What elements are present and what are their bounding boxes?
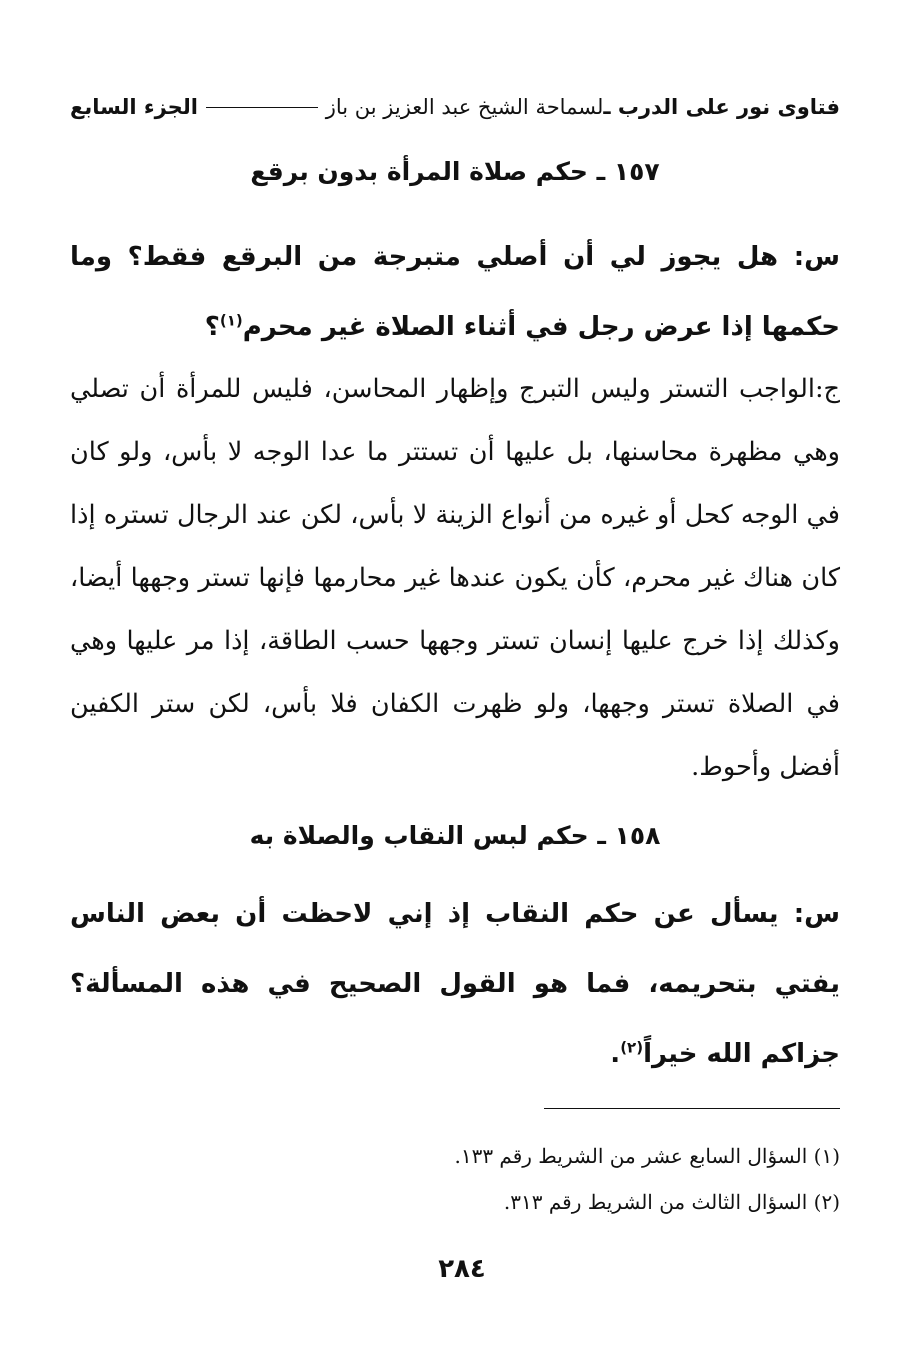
header-rule <box>206 107 318 108</box>
book-title: فتاوى نور على الدرب ـ <box>603 95 840 119</box>
question-lead: س: <box>793 899 840 929</box>
question-text: يسأل عن حكم النقاب إذ إني لاحظت أن بعض الناس يفتي بتحريمه، فما هو القول الصحيح في هذه المسألة؟ جزاكم الله خيراً <box>70 899 840 1069</box>
section-157-title: ١٥٧ ـ حكم صلاة المرأة بدون برقع <box>250 157 660 186</box>
section-157-question <box>70 222 840 362</box>
question-lead: س: <box>793 242 840 272</box>
running-header <box>70 92 840 122</box>
footnote-2: (٢) السؤال الثالث من الشريط رقم ٣١٣. <box>503 1190 840 1214</box>
footnotes <box>70 1133 840 1225</box>
answer-text: الواجب التستر وليس التبرج وإظهار المحاسن، فليس للمرأة أن تصلي وهي مظهرة محاسنها، بل عليها أن تستتر ما عدا الوجه لا بأس، ولو كان في الوجه كحل أو غيره من أنواع الزينة لا بأس، لكن عند الرجال تستره إذا كان هناك غير محرم، كأن يكون عندها غير محارمها فإنها تستر وجهها أيضا، وكذلك إذا خرج عليها إنسان تستر وجهها حسب الطاقة، إذا مر عليها وهي في الصلاة تستر وجهها، ولو ظهرت الكفان فلا بأس، لكن ستر الكفين أفضل وأحوط. <box>70 374 840 782</box>
footnote-ref-2: (٢) <box>620 1038 644 1057</box>
footnote-1: (١) السؤال السابع عشر من الشريط رقم ١٣٣. <box>454 1144 840 1168</box>
author-name: لسماحة الشيخ عبد العزيز بن باز <box>325 95 604 119</box>
page-number: ٢٨٤ <box>438 1254 486 1284</box>
section-158-title: ١٥٨ ـ حكم لبس النقاب والصلاة به <box>249 821 661 850</box>
volume-label: الجزء السابع <box>70 95 198 119</box>
question-text: هل يجوز لي أن أصلي متبرجة من البرقع فقط؟ وما حكمها إذا عرض رجل في أثناء الصلاة غير محرم <box>70 242 840 342</box>
footnote-rule <box>544 1108 840 1109</box>
question-end: ؟ <box>204 312 220 342</box>
section-158-question <box>70 879 840 1089</box>
footnote-ref-1: (١) <box>219 311 243 330</box>
section-157-answer <box>70 358 840 799</box>
answer-lead: ج: <box>814 374 840 404</box>
question-end: . <box>610 1039 621 1069</box>
